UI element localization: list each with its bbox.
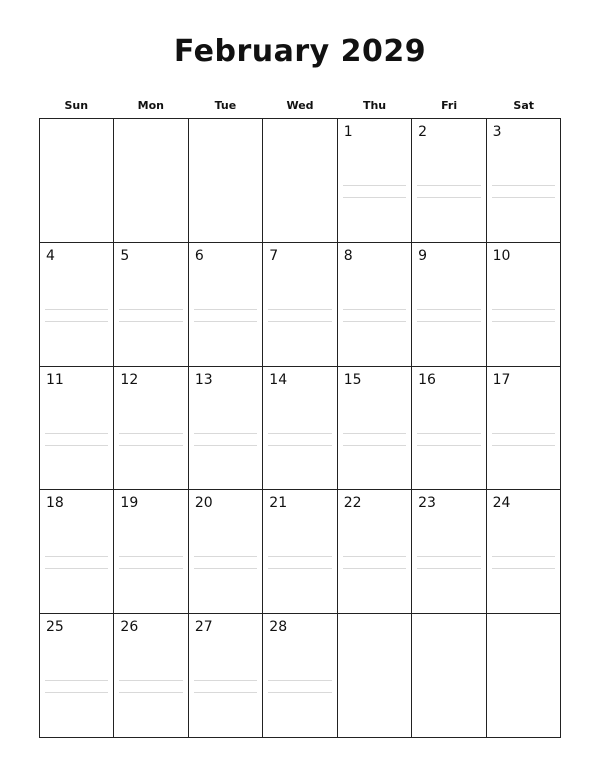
note-line: [45, 321, 108, 322]
day-number: 16: [418, 371, 436, 388]
day-number: 1: [343, 124, 353, 140]
note-line: [268, 309, 331, 310]
note-line: [417, 568, 480, 569]
note-line: [45, 556, 108, 557]
day-cell[interactable]: [114, 367, 188, 491]
note-line: [417, 445, 480, 446]
note-line: [194, 692, 257, 693]
note-line: [343, 309, 406, 310]
note-line: [343, 197, 406, 198]
day-cell[interactable]: [40, 490, 114, 614]
day-number: 21: [269, 495, 288, 512]
note-line: [268, 433, 331, 434]
note-line: [343, 568, 406, 569]
note-line: [417, 185, 480, 186]
day-number: 15: [343, 371, 362, 388]
day-cell[interactable]: [487, 490, 561, 614]
note-line: [417, 197, 480, 198]
empty-day-cell: [114, 119, 188, 243]
day-number: 17: [492, 371, 511, 388]
empty-day-cell: [40, 119, 114, 243]
note-line: [417, 309, 480, 310]
day-cell[interactable]: [189, 367, 263, 491]
note-line: [119, 556, 182, 557]
calendar-title: February 2029: [173, 34, 427, 69]
day-cell[interactable]: [40, 614, 114, 738]
empty-day-cell: [412, 614, 486, 738]
day-number: 6: [194, 247, 204, 264]
note-line: [492, 433, 555, 434]
day-number: 10: [492, 247, 511, 264]
day-number: 20: [194, 495, 213, 512]
note-line: [268, 680, 331, 681]
day-number: 23: [418, 495, 436, 512]
note-line: [343, 321, 406, 322]
day-number: 2: [418, 124, 428, 140]
note-line: [343, 185, 406, 186]
note-line: [45, 445, 108, 446]
day-cell[interactable]: [263, 367, 337, 491]
day-cell[interactable]: [40, 367, 114, 491]
day-number: 22: [343, 495, 362, 512]
weekday-label: Fri: [441, 99, 458, 112]
note-line: [119, 445, 182, 446]
note-line: [194, 445, 257, 446]
day-cell[interactable]: [263, 243, 337, 367]
note-line: [194, 321, 257, 322]
weekday-header: [39, 99, 561, 115]
weekday-label: Thu: [362, 99, 387, 112]
note-line: [119, 309, 182, 310]
note-line: [268, 445, 331, 446]
note-line: [268, 692, 331, 693]
weekday-label: Tue: [214, 99, 237, 112]
note-line: [45, 568, 108, 569]
note-line: [417, 321, 480, 322]
day-number: 5: [120, 247, 130, 264]
day-cell[interactable]: [412, 119, 486, 243]
day-number: 12: [120, 371, 139, 388]
day-number: 11: [46, 371, 64, 388]
day-number: 4: [46, 247, 55, 264]
day-cell[interactable]: [487, 119, 561, 243]
note-line: [119, 568, 182, 569]
day-number: 7: [269, 247, 279, 264]
day-cell[interactable]: [338, 119, 412, 243]
day-cell[interactable]: [40, 243, 114, 367]
note-line: [194, 680, 257, 681]
note-line: [194, 309, 257, 310]
note-line: [194, 556, 257, 557]
day-cell[interactable]: [412, 367, 486, 491]
note-line: [268, 321, 331, 322]
day-number: 14: [269, 371, 288, 388]
day-number: 18: [46, 495, 64, 512]
note-line: [194, 433, 257, 434]
note-line: [45, 433, 108, 434]
note-line: [492, 445, 555, 446]
day-cell[interactable]: [114, 490, 188, 614]
weekday-label: Sun: [64, 99, 89, 112]
day-cell[interactable]: [189, 490, 263, 614]
empty-day-cell: [487, 614, 561, 738]
day-number: 27: [194, 619, 213, 636]
note-line: [119, 692, 182, 693]
note-line: [417, 433, 480, 434]
empty-day-cell: [338, 614, 412, 738]
weekday-label: Wed: [286, 99, 314, 112]
note-line: [492, 185, 555, 186]
day-cell[interactable]: [114, 614, 188, 738]
day-cell[interactable]: [263, 614, 337, 738]
note-line: [194, 568, 257, 569]
day-number: 8: [343, 247, 353, 264]
note-line: [119, 433, 182, 434]
day-cell[interactable]: [338, 490, 412, 614]
note-line: [492, 321, 555, 322]
day-cell[interactable]: [189, 243, 263, 367]
day-cell[interactable]: [114, 243, 188, 367]
note-line: [343, 556, 406, 557]
day-number: 13: [194, 371, 213, 388]
day-number: 9: [418, 247, 428, 264]
note-line: [492, 556, 555, 557]
weekday-label: Sat: [513, 99, 534, 112]
note-line: [492, 568, 555, 569]
note-line: [119, 321, 182, 322]
day-number: 19: [120, 495, 139, 512]
day-number: 26: [120, 619, 139, 636]
day-number: 28: [269, 619, 288, 636]
day-cell[interactable]: [487, 367, 561, 491]
weekday-label: Mon: [137, 99, 165, 112]
note-line: [45, 309, 108, 310]
empty-day-cell: [189, 119, 263, 243]
empty-day-cell: [263, 119, 337, 243]
day-cell[interactable]: [412, 490, 486, 614]
day-number: 3: [492, 124, 502, 140]
day-cell[interactable]: [338, 243, 412, 367]
note-line: [45, 692, 108, 693]
note-line: [45, 680, 108, 681]
note-line: [492, 197, 555, 198]
note-line: [492, 309, 555, 310]
day-cell[interactable]: [338, 367, 412, 491]
calendar-grid: [39, 118, 561, 738]
note-line: [268, 556, 331, 557]
note-line: [343, 445, 406, 446]
note-line: [268, 568, 331, 569]
day-number: 24: [492, 495, 511, 512]
day-cell[interactable]: [412, 243, 486, 367]
day-cell[interactable]: [189, 614, 263, 738]
day-number: 25: [46, 619, 64, 636]
day-cell[interactable]: [487, 243, 561, 367]
note-line: [417, 556, 480, 557]
note-line: [119, 680, 182, 681]
day-cell[interactable]: [263, 490, 337, 614]
note-line: [343, 433, 406, 434]
